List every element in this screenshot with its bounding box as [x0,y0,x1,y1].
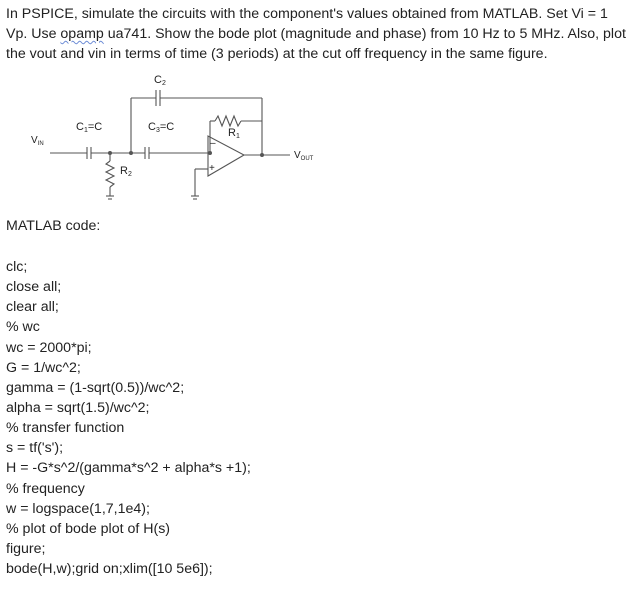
svg-text:C1=C [76,121,102,134]
r1-subscript: 1 [235,133,240,140]
code-line: close all; [6,279,62,296]
code-line: alpha = sqrt(1.5)/wc^2; [6,399,150,416]
code-line: % wc [6,319,40,336]
code-line: H = -G*s^2/(gamma*s^2 + alpha*s +1); [6,460,251,477]
code-line: % plot of bode plot of H(s) [6,520,171,537]
svg-text:VOUT [294,150,314,162]
svg-text:C3=C [148,121,174,134]
c3-label: C [148,121,156,133]
svg-text:VIN [31,135,44,147]
problem-text-part2: ua741. Show the bode plot (magnitude and phase) from 10 Hz to 5 MHz. Also, plot the vout and vin in terms of time (3 periods) at the cut off frequency in the same figure. [6,26,626,62]
opamp-word: opamp [60,26,104,42]
svg-text:R2 [120,165,132,178]
svg-text:C2 [154,74,166,87]
code-line: wc = 2000*pi; [6,339,92,356]
vin-subscript: IN [37,141,44,147]
code-heading: MATLAB code: [6,218,101,234]
vout-label: V [294,150,301,161]
code-line: figure; [6,540,46,557]
code-line: % transfer function [6,420,125,437]
code-line: s = tf('s'); [6,440,64,457]
code-line: gamma = (1-sqrt(0.5))/wc^2; [6,379,185,396]
c3-subscript: 3 [155,127,160,134]
code-line: clc; [6,259,28,275]
code-line: clear all; [6,299,59,316]
code-line: w = logspace(1,7,1e4); [6,500,150,517]
r2-label: R [120,165,128,177]
r1-label: R [228,127,236,139]
c2-label: C [154,74,162,86]
c2-subscript: 2 [161,80,166,87]
r2-subscript: 2 [127,171,132,178]
vin-label: V [31,135,38,146]
code-line: G = 1/wc^2; [6,359,81,376]
circuit-diagram [0,68,420,218]
c1-value: =C [87,121,103,133]
opamp-minus-sign: – [210,138,216,149]
problem-statement [6,4,628,64]
matlab-code [6,257,251,579]
vout-subscript: OUT [300,156,314,162]
problem-text-part1: In PSPICE, simulate the circuits with the component's values obtained from MATLAB. Set Vi = 1 Vp. Use [6,6,608,42]
c1-label: C [76,121,84,133]
c3-value: =C [159,121,175,133]
code-line: bode(H,w);grid on;xlim([10 5e6]); [6,561,213,578]
c1-subscript: 1 [83,127,88,134]
opamp-plus-sign: + [209,163,215,174]
svg-text:R1 [228,127,240,140]
code-line: % frequency [6,480,85,497]
